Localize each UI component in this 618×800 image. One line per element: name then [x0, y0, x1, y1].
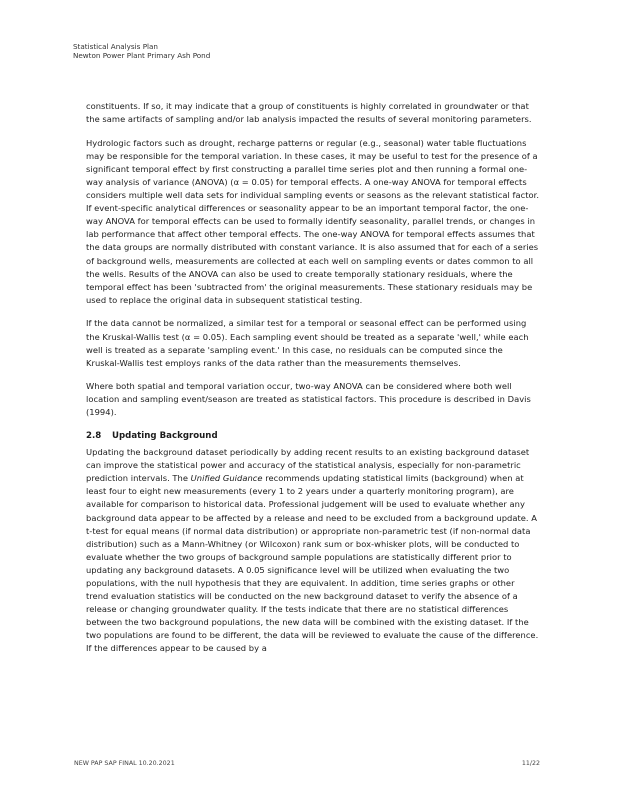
- page-number: 11/22: [521, 760, 540, 767]
- header-site-name: Newton Power Plant Primary Ash Pond: [73, 51, 211, 60]
- header-document-title: Statistical Analysis Plan: [73, 42, 158, 51]
- paragraph-two-way-anova: Where both spatial and temporal variation occur, two-way ANOVA can be considered where both well location and sampling event/season are treated as statistical factors. This procedure is described in Davis (1994).: [86, 381, 531, 418]
- section-heading: [86, 430, 539, 443]
- paragraph-hydrologic-factors: Hydrologic factors such as drought, recharge patterns or regular (e.g., seasonal) water table fluctuations may be responsible for the temporal variation. In these cases, it may be useful to test for the presence of a significant temporal effect by first constructing a parallel time series plot and then running a formal one-way analysis of variance (ANOVA) (α = 0.05) for temporal effects. A one-way ANOVA for temporal effects considers multiple well data sets for individual sampling events or seasons as the relevant statistical factor. If event-specific analytical differences or seasonality appear to be an important temporal factor, the one-way ANOVA for temporal effects can be used to formally identify seasonality, parallel trends, or changes in lab performance that affect other temporal effects. The one-way ANOVA for temporal effects assumes that the data groups are normally distributed with constant variance. It is also assumed that for each of a series of background wells, measurements are collected at each well on sampling events or dates common to all the wells. Results of the ANOVA can also be used to create temporally stationary residuals, where the temporal effect has been 'subtracted from' the original measurements. These stationary residuals may be used to replace the original data in subsequent statistical testing.: [86, 137, 540, 305]
- footer-document-id: NEW PAP SAP FINAL 10.20.2021: [74, 760, 175, 767]
- page-header: [73, 42, 210, 60]
- paragraph-text-start: Updating the background dataset periodically by adding recent results to an existing background dataset can improve the statistical power and accuracy of the statistical analysis, especially for non-parametric prediction intervals. The: [86, 447, 530, 484]
- page-footer: [74, 760, 540, 767]
- paragraph-kruskal-wallis: If the data cannot be normalized, a similar test for a temporal or seasonal effect can be performed using the Kruskal-Wallis test (α = 0.05). Each sampling event should be treated as a separate 'well,' while each well is treated as a separate 'sampling event.' In this case, no residuals can be computed since the Kruskal-Wallis test employs ranks of the data rather than the measurements themselves.: [86, 318, 529, 368]
- paragraph-text-end: recommends updating statistical limits (background) when at least four to eight new measurements (every 1 to 2 years under a quarterly monitoring program), are available for comparison to historical data. Professional judgement will be used to evaluate whether any background data appear to be affected by a release and need to be excluded from a background update. A t-test for equal means (if normal data distribution) or appropriate non-parametric test (if non-normal data distribution) such as a Mann-Whitney (or Wilcoxon) rank sum or box-whisker plots, will be conducted to evaluate whether the two groups of background sample populations are statistically different prior to updating any background datasets. A 0.05 significance level will be utilized when evaluating the two populations, with the null hypothesis that they are equivalent. In addition, time series graphs or other trend evaluation statistics will be conducted on the new background dataset to verify the absence of a release or changing groundwater quality. If the tests indicate that there are no statistical differences between the two background populations, the new data will be combined with the existing dataset. If the two populations are found to be different, the data will be reviewed to evaluate the cause of the difference. If the differences appear to be caused by a: [86, 473, 539, 654]
- paragraph-constituents: constituents. If so, it may indicate that a group of constituents is highly correlated in groundwater or that the same artifacts of sampling and/or lab analysis impacted the results of several monitoring parameters.: [86, 101, 532, 125]
- section-number: 2.8: [86, 431, 102, 442]
- paragraph-updating-background: [86, 446, 539, 656]
- unified-guidance-title: Unified Guidance: [190, 473, 263, 484]
- document-body: [86, 100, 539, 666]
- section-title: Updating Background: [112, 431, 218, 442]
